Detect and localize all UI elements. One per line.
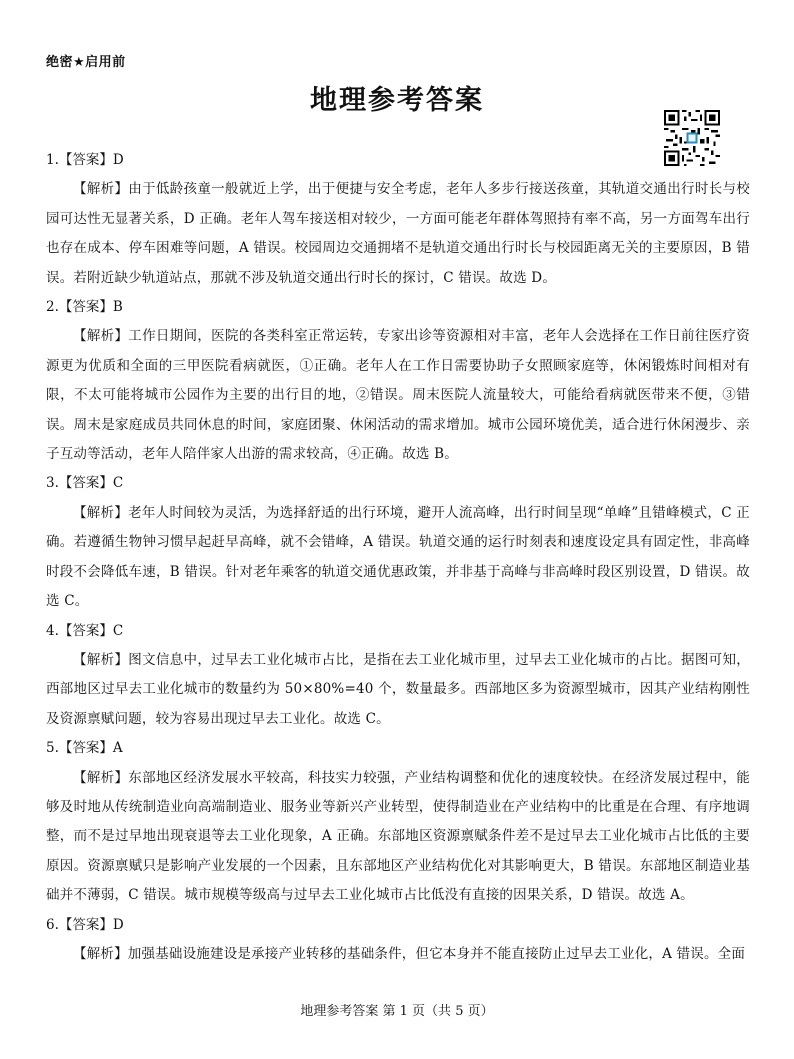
page-footer: 地理参考答案 第 1 页（共 5 页） xyxy=(300,1004,494,1019)
confidential-label: 绝密★启用前 xyxy=(46,55,126,70)
question-1 xyxy=(46,146,750,293)
analysis-paragraph: 【解析】图文信息中，过早去工业化城市占比，是指在去工业化城市里，过早去工业化城市的占比。据图可知，西部地区过早去工业化城市的数量约为 50×80%=40 个，数量最多。西部地区多为资源型城市，因其产业结构刚性及资源禀赋问题，较为容易出现过早去工业化。故选 C。 xyxy=(46,651,750,727)
answer-line: 5.【答案】A xyxy=(46,740,123,757)
question-6 xyxy=(46,911,750,970)
answer-line: 2.【答案】B xyxy=(46,299,123,316)
question-5 xyxy=(46,734,750,910)
page-title: 地理参考答案 xyxy=(310,85,484,116)
analysis-paragraph: 【解析】加强基础设施建设是承接产业转移的基础条件，但它本身并不能直接防止过早去工业化，A 错误。全面 xyxy=(73,945,746,962)
answer-line: 1.【答案】D xyxy=(46,152,124,168)
question-4 xyxy=(46,617,750,735)
answer-list xyxy=(46,146,750,969)
answer-line: 6.【答案】D xyxy=(46,916,124,933)
question-3 xyxy=(46,469,750,616)
question-2 xyxy=(46,293,750,469)
answer-line: 4.【答案】C xyxy=(46,622,124,639)
analysis-paragraph: 【解析】由于低龄孩童一般就近上学，出于便捷与安全考虑，老年人多步行接送孩童，其轨道交通出行时长与校园可达性无显著关系，D 正确。老年人驾车接送相对较少，一方面可能老年群体驾照持有率不高，另一方面驾车出行也存在成本、停车困难等问题，A 错误。校园周边交通拥堵不是轨道交通出行时长与校园距离无关的主要原因，B 错误。若附近缺少轨道站点，那就不涉及轨道交通出行时长的探讨，C 错误。故选 D。 xyxy=(46,181,750,286)
analysis-paragraph: 【解析】工作日期间，医院的各类科室正常运转，专家出诊等资源相对丰富，老年人会选择在工作日前往医疗资源更为优质和全面的三甲医院看病就医，①正确。老年人在工作日需要协助子女照顾家庭等，休闲锻炼时间相对有限，不太可能将城市公园作为主要的出行目的地，②错误。周末医院人流量较大，可能给看病就医带来不便，③错误。周末是家庭成员共同休息的时间，家庭团聚、休闲活动的需求增加。城市公园环境优美，适合进行休闲漫步、亲子互动等活动，老年人陪伴家人出游的需求较高，④正确。故选 B。 xyxy=(46,328,750,463)
answer-line: 3.【答案】C xyxy=(46,475,124,492)
analysis-paragraph: 【解析】东部地区经济发展水平较高，科技实力较强，产业结构调整和优化的速度较快。在经济发展过程中，能够及时地从传统制造业向高端制造业、服务业等新兴产业转型，使得制造业在产业结构中的比重是在合理、有序地调整，而不是过早地出现衰退等去工业化现象，A 正确。东部地区资源禀赋条件差不是过早去工业化城市占比低的主要原因。资源禀赋只是影响产业发展的一个因素，且东部地区产业结构优化对其影响更大，B 错误。东部地区制造业基础并不薄弱，C 错误。城市规模等级高与过早去工业化城市占比低没有直接的因果关系，D 错误。故选 A。 xyxy=(46,769,750,904)
analysis-paragraph: 【解析】老年人时间较为灵活，为选择舒适的出行环境，避开人流高峰，出行时间呈现“单峰”且错峰模式，C 正确。若遵循生物钟习惯早起赶早高峰，就不会错峰，A 错误。轨道交通的运行时刻表和速度设定具有固定性，非高峰时段不会降低车速，B 错误。针对老年乘客的轨道交通优惠政策，并非基于高峰与非高峰时段区别设置，D 错误。故选 C。 xyxy=(46,504,750,610)
